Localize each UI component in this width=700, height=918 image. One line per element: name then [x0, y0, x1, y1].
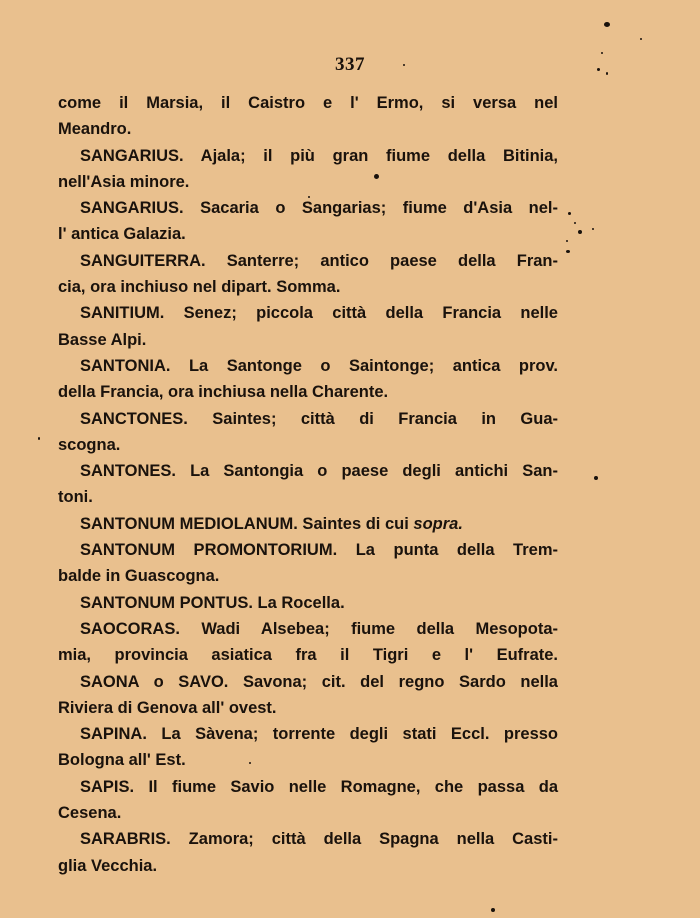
- ink-speck: [38, 437, 40, 440]
- text-line: Riviera di Genova all' ovest.: [58, 698, 277, 717]
- text-line: scogna.: [58, 435, 121, 454]
- entry-line: SAPINA. La Sàvena; torrente degli stati Eccl. presso: [80, 725, 558, 744]
- entry-text: SANTONUM MEDIOLANUM. Saintes di cui: [80, 514, 409, 533]
- ink-speck: [566, 250, 570, 253]
- text-line: nell'Asia minore.: [58, 172, 190, 191]
- ink-speck: [374, 174, 379, 179]
- text-line: balde in Guascogna.: [58, 567, 220, 586]
- ink-speck: [640, 38, 642, 40]
- ink-speck: [594, 476, 598, 480]
- ink-speck: [566, 240, 568, 242]
- ink-speck: [568, 212, 571, 215]
- entry-line: SANCTONES. Saintes; città di Francia in Gua-: [80, 409, 558, 428]
- text-line: Cesena.: [58, 804, 122, 823]
- entry-line: SANTONUM PONTUS. La Rocella.: [80, 593, 345, 612]
- ink-speck: [606, 72, 608, 75]
- italic-word: sopra.: [413, 514, 463, 533]
- entry-line: SANGUITERRA. Santerre; antico paese della Fran-: [80, 251, 558, 270]
- text-line: Basse Alpi.: [58, 330, 147, 349]
- gazetteer-text: [58, 90, 558, 879]
- entry-line: SANGARIUS. Sacaria o Sangarias; fiume d'Asia nel-: [80, 199, 558, 218]
- ink-speck: [308, 196, 310, 198]
- text-line: cia, ora inchiuso nel dipart. Somma.: [58, 278, 341, 297]
- text-line: l' antica Galazia.: [58, 225, 186, 244]
- text-line: glia Vecchia.: [58, 856, 158, 875]
- text-line: Bologna all' Est.: [58, 751, 186, 770]
- ink-speck: [597, 68, 600, 71]
- entry-line: SAPIS. Il fiume Savio nelle Romagne, che passa da: [80, 777, 558, 796]
- entry-line: SANTONIA. La Santonge o Saintonge; antica prov.: [80, 356, 558, 375]
- entry-line: SANGARIUS. Ajala; il più gran fiume della Bitinia,: [80, 146, 558, 165]
- entry-line: SAONA o SAVO. Savona; cit. del regno Sardo nella: [80, 672, 558, 691]
- ink-speck: [249, 762, 251, 764]
- entry-line: SAOCORAS. Wadi Alsebea; fiume della Mesopota-: [80, 619, 558, 638]
- ink-speck: [491, 908, 495, 912]
- entry-line: SARABRIS. Zamora; città della Spagna nella Casti-: [80, 830, 558, 849]
- text-line: come il Marsia, il Caistro e l' Ermo, si versa nel: [58, 94, 558, 112]
- ink-speck: [403, 64, 405, 66]
- entry-line: SANITIUM. Senez; piccola città della Francia nelle: [80, 304, 558, 323]
- text-line: mia, provincia asiatica fra il Tigri e l' Eufrate.: [58, 646, 558, 665]
- text-line: della Francia, ora inchiusa nella Charente.: [58, 383, 389, 402]
- entry-line: SANTONUM PROMONTORIUM. La punta della Trem-: [80, 541, 558, 560]
- ink-speck: [592, 228, 594, 230]
- ink-speck: [601, 52, 603, 54]
- entry-line: [58, 511, 558, 537]
- page-number: 337: [335, 54, 365, 75]
- text-line: Meandro.: [58, 120, 132, 139]
- ink-speck: [578, 230, 582, 234]
- entry-line: SANTONES. La Santongia o paese degli antichi San-: [80, 462, 558, 481]
- text-line: toni.: [58, 488, 93, 507]
- ink-speck: [574, 222, 576, 224]
- ink-speck: [604, 22, 610, 27]
